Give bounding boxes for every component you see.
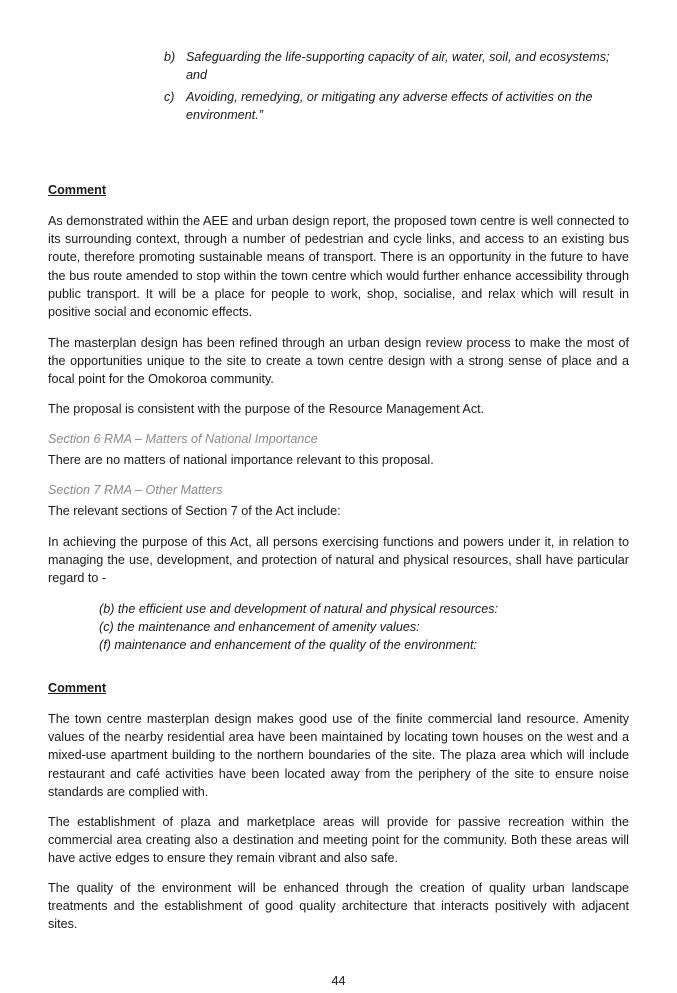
paragraph: In achieving the purpose of this Act, all persons exercising functions and powers under it, in relation to managing the use, development, and protection of natural and physical resources, shall have particular regard to - — [48, 535, 629, 586]
paragraph: The quality of the environment will be enhanced through the creation of quality urban landscape treatments and the establishment of good quality architecture that interacts positively with adjacent sites. — [48, 881, 629, 932]
paragraph: The relevant sections of Section 7 of the Act include: — [48, 504, 341, 518]
list-marker: b) — [164, 50, 176, 64]
page-number: 44 — [331, 974, 346, 988]
paragraph: The proposal is consistent with the purpose of the Resource Management Act. — [48, 402, 485, 416]
paragraph: There are no matters of national importance relevant to this proposal. — [48, 453, 434, 467]
paragraph: The establishment of plaza and marketplace areas will provide for passive recreation within the commercial area creating also a destination and meeting point for the community. Both these areas will have active edges to ensure they remain vibrant and also safe. — [48, 815, 629, 866]
list-marker: c) — [164, 90, 175, 104]
quoted-provision: (f) maintenance and enhancement of the quality of the environment: — [99, 638, 478, 652]
paragraph: The masterplan design has been refined through an urban design review process to make the most of the opportunities unique to the site to create a town centre design with a strong sense of place and a focal point for the Omokoroa community. — [48, 336, 629, 387]
paragraph: As demonstrated within the AEE and urban design report, the proposed town centre is well connected to its surrounding context, through a number of pedestrian and cycle links, and access to an existing bus route, therefore promoting sustainable means of transport. There is an opportunity in the future to have the bus route amended to stop within the town centre which would further enhance accessibility through public transport. It will be a place for people to work, shop, socialise, and relax which will result in positive social and economic effects. — [48, 214, 629, 320]
list-text: Safeguarding the life-supporting capacity of air, water, soil, and ecosystems; and — [186, 50, 610, 82]
quoted-provision: (c) the maintenance and enhancement of amenity values: — [99, 620, 420, 634]
comment-heading: Comment — [48, 681, 107, 695]
section-label: Section 7 RMA – Other Matters — [48, 483, 223, 497]
paragraph: The town centre masterplan design makes good use of the finite commercial land resource. Amenity values of the nearby residential area have been maintained by locating town houses on the west and a mixed-use apartment building to the northern boundaries of the site. The plaza area which will include restaurant and café activities have been located away from the periphery of the site to ensure noise standards are complied with. — [48, 712, 629, 799]
quoted-provision: (b) the efficient use and development of natural and physical resources: — [99, 602, 499, 616]
comment-heading: Comment — [48, 183, 107, 197]
list-text: Avoiding, remedying, or mitigating any adverse effects of activities on the environment.” — [186, 90, 593, 122]
section-label: Section 6 RMA – Matters of National Importance — [48, 432, 318, 446]
